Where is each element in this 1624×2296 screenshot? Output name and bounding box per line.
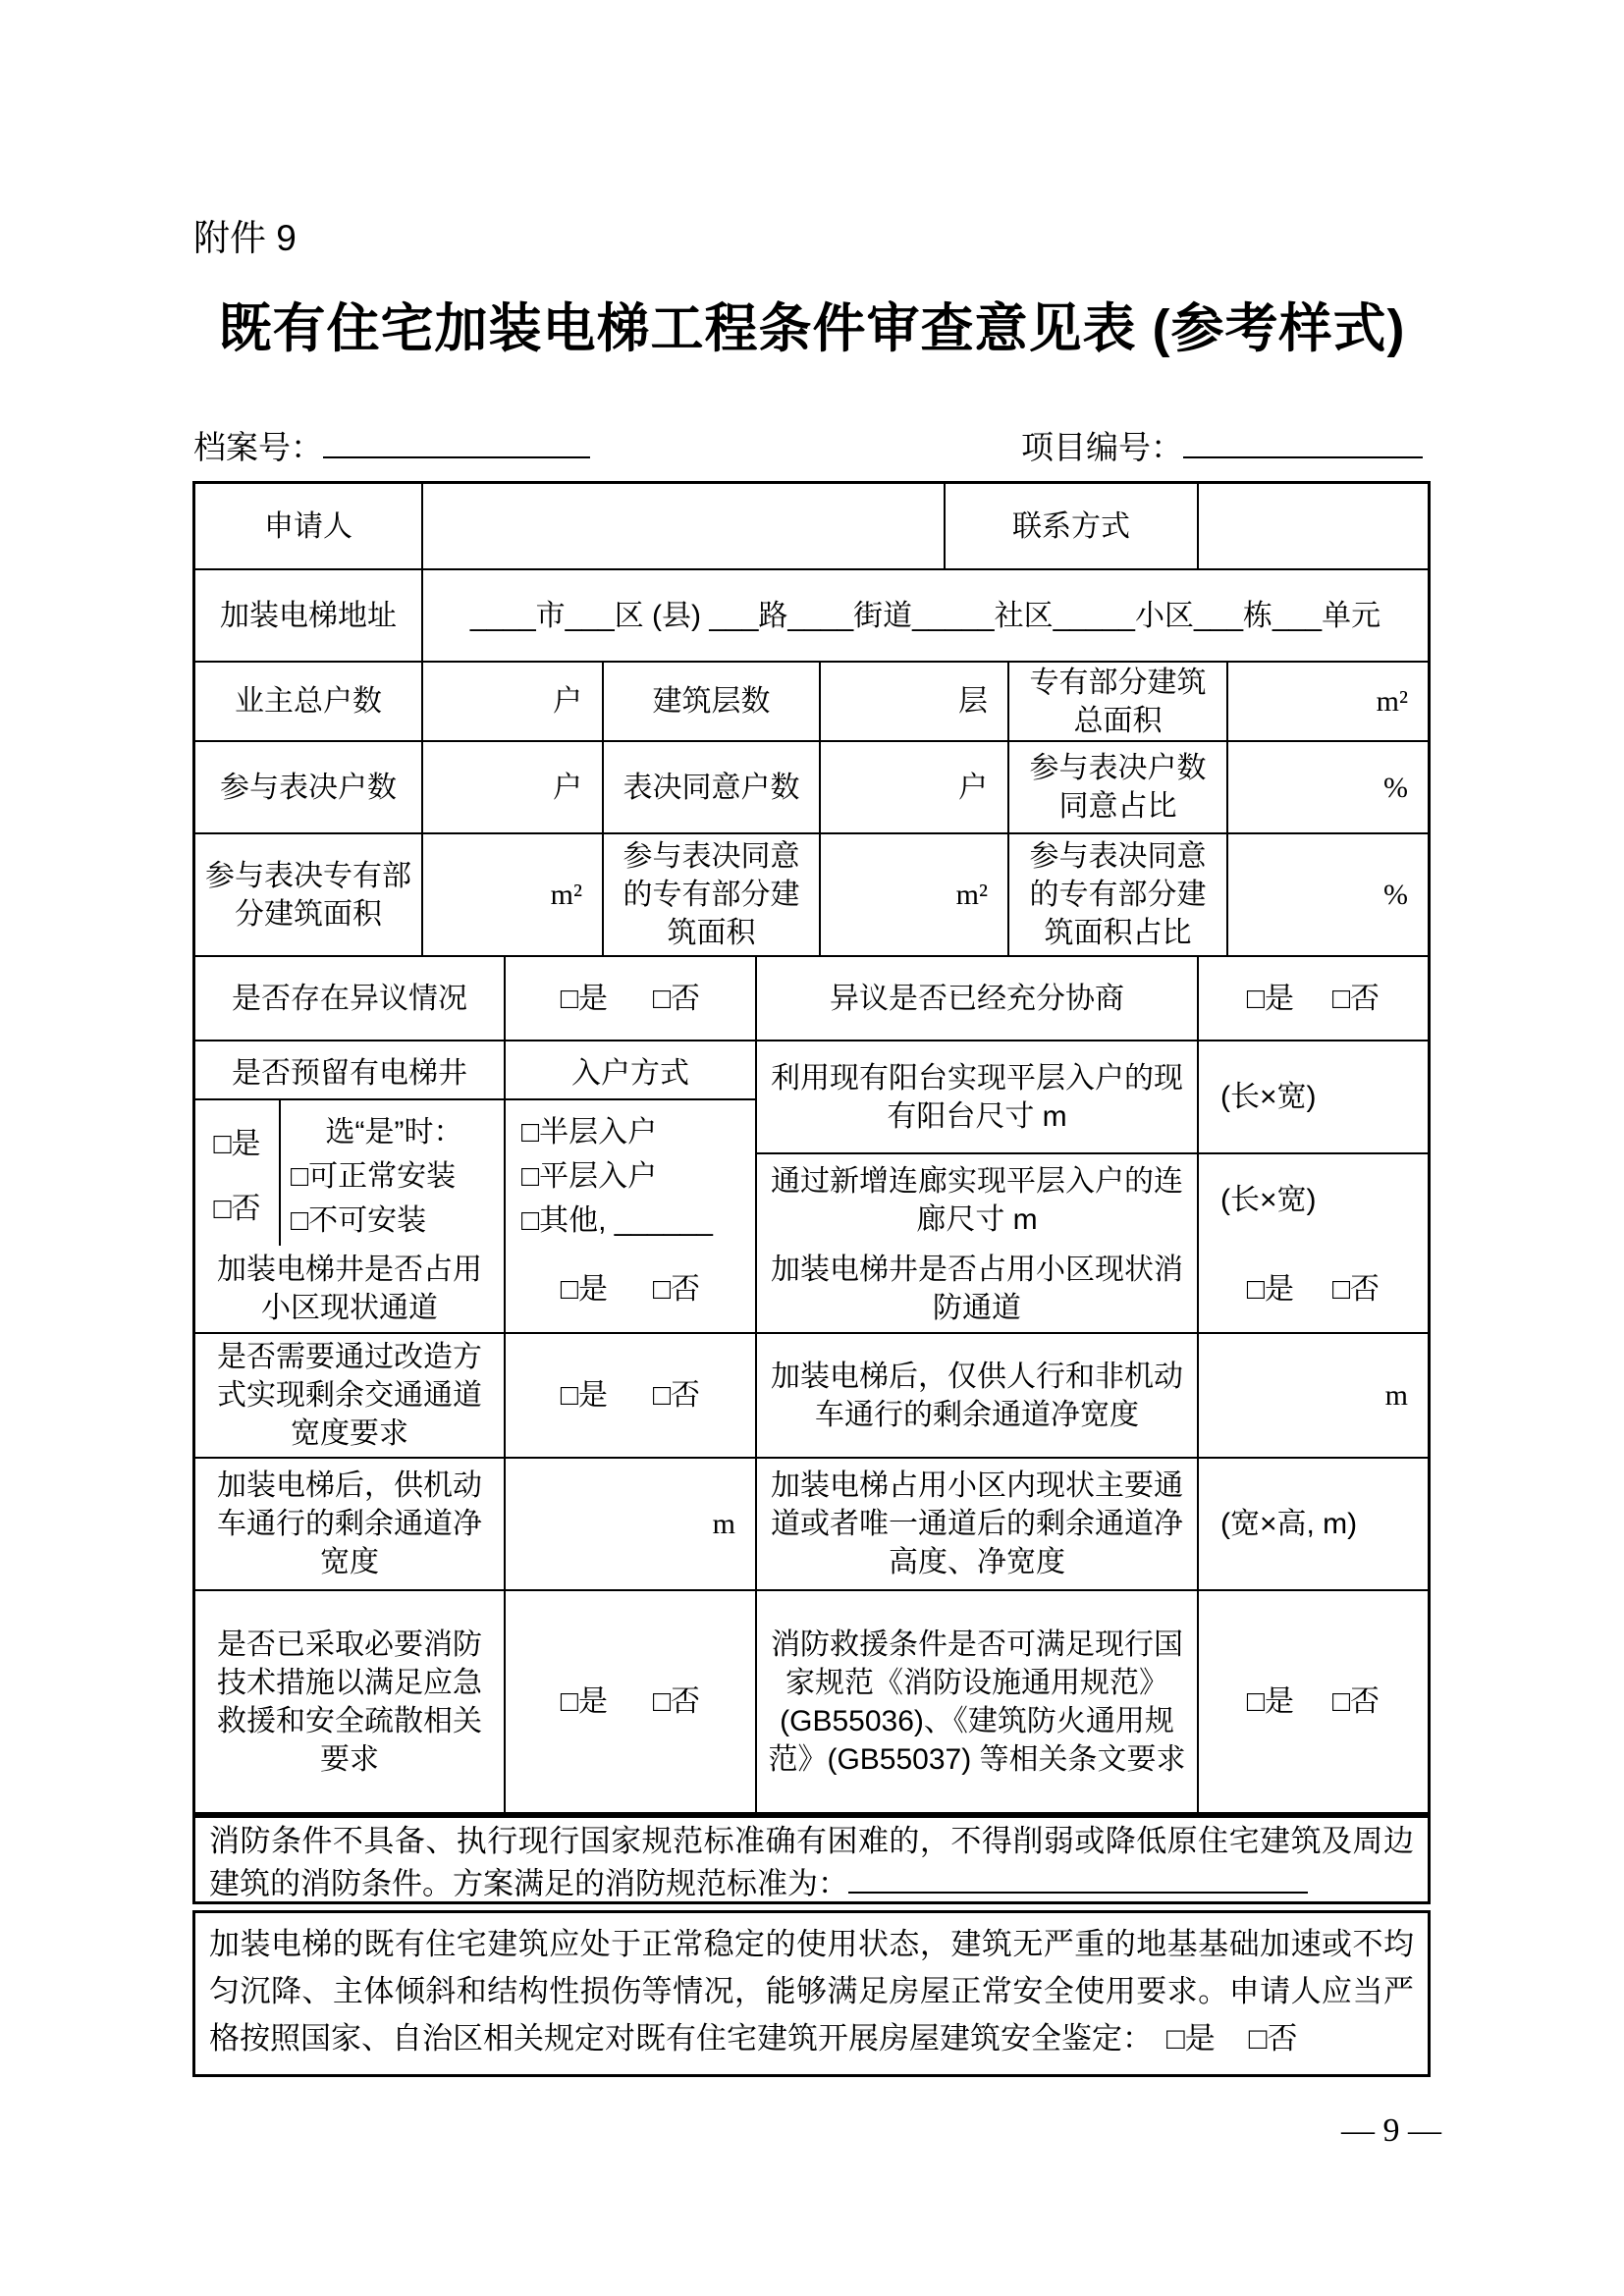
table-row-dispute [195, 957, 1428, 1041]
fire-measures-label: 是否已采取必要消防技术措施以满足应急救援和安全疏散相关要求 [195, 1591, 506, 1812]
archive-no-label: 档案号： [193, 429, 323, 465]
entry-flat-checkbox[interactable]: □平层入户 [521, 1160, 658, 1193]
page-number: — 9 — [1341, 2112, 1441, 2149]
archive-no-row [193, 422, 590, 468]
voting-households-label: 参与表决户数 [195, 742, 423, 834]
project-no-label: 项目编号： [1021, 429, 1183, 465]
project-no-row [1021, 422, 1423, 468]
dispute-no-checkbox[interactable]: □否 [652, 982, 701, 1015]
address-label: 加装电梯地址 [195, 570, 423, 663]
shaft-yes-no-column [195, 1100, 281, 1246]
install-not-checkbox[interactable]: □不可安装 [291, 1204, 427, 1237]
agree-area-label: 参与表决同意的专有部分建筑面积 [604, 834, 821, 957]
dispute-exists-label: 是否存在异议情况 [195, 957, 506, 1041]
corridor-size-label: 通过新增连廊实现平层入户的连廊尺寸 m [757, 1154, 1199, 1246]
project-no-input[interactable] [1183, 424, 1423, 458]
table-row-voting-households [195, 742, 1428, 834]
install-ok-checkbox[interactable]: □可正常安装 [291, 1160, 457, 1193]
shaft-yes-checkbox[interactable]: □是 [213, 1128, 261, 1160]
applicant-value-field[interactable] [423, 484, 946, 570]
balcony-size-field[interactable]: (长×宽) [1220, 1081, 1317, 1113]
review-form-table [192, 481, 1431, 1815]
fire-measures-yes-checkbox[interactable]: □是 [560, 1685, 609, 1718]
dispute-negotiated-label: 异议是否已经充分协商 [757, 957, 1199, 1041]
table-row-household-total [195, 663, 1428, 742]
fire-condition-note [192, 1815, 1431, 1904]
vehicle-width-field[interactable]: m [506, 1459, 757, 1591]
occupy-fire-lane-yes-checkbox[interactable]: □是 [1246, 1272, 1295, 1306]
contact-value-field[interactable] [1199, 484, 1428, 570]
agree-ratio-label: 参与表决户数同意占比 [1009, 742, 1228, 834]
shaft-when-yes-column [281, 1100, 504, 1246]
pedestrian-width-field[interactable]: m [1199, 1334, 1428, 1459]
entry-mode-group [506, 1041, 757, 1246]
balcony-size-label: 利用现有阳台实现平层入户的现有阳台尺寸 m [757, 1041, 1199, 1152]
retrofit-needed-label: 是否需要通过改造方式实现剩余交通通道宽度要求 [195, 1334, 506, 1459]
occupy-passage-answer [506, 1246, 757, 1334]
occupy-fire-lane-label: 加装电梯井是否占用小区现状消防通道 [757, 1246, 1199, 1334]
safety-appraisal-yes-checkbox[interactable]: □是 [1166, 2021, 1216, 2056]
fire-condition-text: 消防条件不具备、执行现行国家规范标准确有困难的，不得削弱或降低原住宅建筑及周边建筑的消防条件。方案满足的消防规范标准为： [209, 1824, 1414, 1901]
fire-measures-answer [506, 1591, 757, 1812]
building-floors-field[interactable]: 层 [821, 663, 1009, 742]
voting-area-field[interactable]: m² [423, 834, 604, 957]
fire-standard-input[interactable] [848, 1862, 1308, 1895]
archive-no-input[interactable] [323, 424, 590, 458]
fire-measures-no-checkbox[interactable]: □否 [652, 1685, 701, 1718]
structure-safety-text: 加装电梯的既有住宅建筑应处于正常稳定的使用状态，建筑无严重的地基基础加速或不均匀沉降、主体倾斜和结构性损伤等情况，能够满足房屋正常安全使用要求。申请人应当严格按照国家、自治区相关规定对既有住宅建筑开展房屋建筑安全鉴定： [209, 1927, 1414, 2056]
negotiated-no-checkbox[interactable]: □否 [1331, 982, 1380, 1015]
owners-total-field[interactable]: 户 [423, 663, 604, 742]
table-row-vehicle-width [195, 1459, 1428, 1591]
corridor-row [757, 1154, 1428, 1246]
owners-total-label: 业主总户数 [195, 663, 423, 742]
corridor-size-field[interactable]: (长×宽) [1220, 1184, 1317, 1216]
pedestrian-width-label: 加装电梯后，仅供人行和非机动车通行的剩余通道净宽度 [757, 1334, 1199, 1459]
dispute-negotiated-answer [1199, 957, 1428, 1041]
exclusive-area-label: 专有部分建筑总面积 [1009, 663, 1228, 742]
fire-rescue-no-checkbox[interactable]: □否 [1331, 1685, 1380, 1718]
shaft-no-checkbox[interactable]: □否 [213, 1193, 261, 1225]
agree-area-ratio-field[interactable]: % [1228, 834, 1428, 957]
exclusive-area-field[interactable]: m² [1228, 663, 1428, 742]
agree-area-ratio-label: 参与表决同意的专有部分建筑面积占比 [1009, 834, 1228, 957]
when-yes-label: 选“是”时： [325, 1116, 463, 1148]
table-row-shaft-entry [195, 1041, 1428, 1246]
agree-area-field[interactable]: m² [821, 834, 1009, 957]
contact-label: 联系方式 [946, 484, 1199, 570]
entry-half-checkbox[interactable]: □半层入户 [521, 1116, 658, 1148]
entry-mode-label: 入户方式 [506, 1041, 755, 1100]
table-row-passage-occupy [195, 1246, 1428, 1334]
vehicle-width-label: 加装电梯后，供机动车通行的剩余通道净宽度 [195, 1459, 506, 1591]
retrofit-needed-answer [506, 1334, 757, 1459]
table-row-voting-area [195, 834, 1428, 957]
balcony-row [757, 1041, 1428, 1154]
table-row-address [195, 570, 1428, 663]
agree-households-label: 表决同意户数 [604, 742, 821, 834]
occupy-fire-lane-no-checkbox[interactable]: □否 [1331, 1272, 1380, 1306]
shaft-question-label: 是否预留有电梯井 [195, 1041, 504, 1100]
agree-households-field[interactable]: 户 [821, 742, 1009, 834]
address-value-field[interactable]: ____市___区 (县) ___路____街道_____社区_____小区___栋___单元 [423, 570, 1428, 663]
table-row-retrofit-width [195, 1334, 1428, 1459]
dispute-exists-answer [506, 957, 757, 1041]
main-passage-field[interactable]: (宽×高, m) [1199, 1459, 1428, 1591]
shaft-question-group [195, 1041, 506, 1246]
retrofit-yes-checkbox[interactable]: □是 [560, 1379, 609, 1412]
occupy-passage-no-checkbox[interactable]: □否 [652, 1272, 701, 1306]
fire-rescue-answer [1199, 1591, 1428, 1812]
page-title: 既有住宅加装电梯工程条件审查意见表 (参考样式) [218, 299, 1406, 358]
voting-area-label: 参与表决专有部分建筑面积 [195, 834, 423, 957]
structure-safety-note [192, 1910, 1431, 2077]
negotiated-yes-checkbox[interactable]: □是 [1246, 982, 1295, 1015]
applicant-label: 申请人 [195, 484, 423, 570]
voting-households-field[interactable]: 户 [423, 742, 604, 834]
attachment-number: 附件 9 [193, 218, 297, 258]
occupy-fire-lane-answer [1199, 1246, 1428, 1334]
table-row-fire-measures [195, 1591, 1428, 1812]
dispute-yes-checkbox[interactable]: □是 [560, 982, 609, 1015]
agree-ratio-field[interactable]: % [1228, 742, 1428, 834]
retrofit-no-checkbox[interactable]: □否 [652, 1379, 701, 1412]
fire-rescue-label: 消防救援条件是否可满足现行国家规范《消防设施通用规范》(GB55036)、《建筑防火通用规范》(GB55037) 等相关条文要求 [757, 1591, 1199, 1812]
safety-appraisal-no-checkbox[interactable]: □否 [1248, 2021, 1298, 2056]
fire-rescue-yes-checkbox[interactable]: □是 [1246, 1685, 1295, 1718]
occupy-passage-yes-checkbox[interactable]: □是 [560, 1272, 609, 1306]
building-floors-label: 建筑层数 [604, 663, 821, 742]
entry-other-checkbox[interactable]: □其他, ______ [521, 1204, 713, 1237]
occupy-passage-label: 加装电梯井是否占用小区现状通道 [195, 1246, 506, 1334]
main-passage-label: 加装电梯占用小区内现状主要通道或者唯一通道后的剩余通道净高度、净宽度 [757, 1459, 1199, 1591]
table-row-applicant [195, 484, 1428, 570]
balcony-corridor-group [757, 1041, 1428, 1246]
entry-mode-options [506, 1100, 755, 1246]
